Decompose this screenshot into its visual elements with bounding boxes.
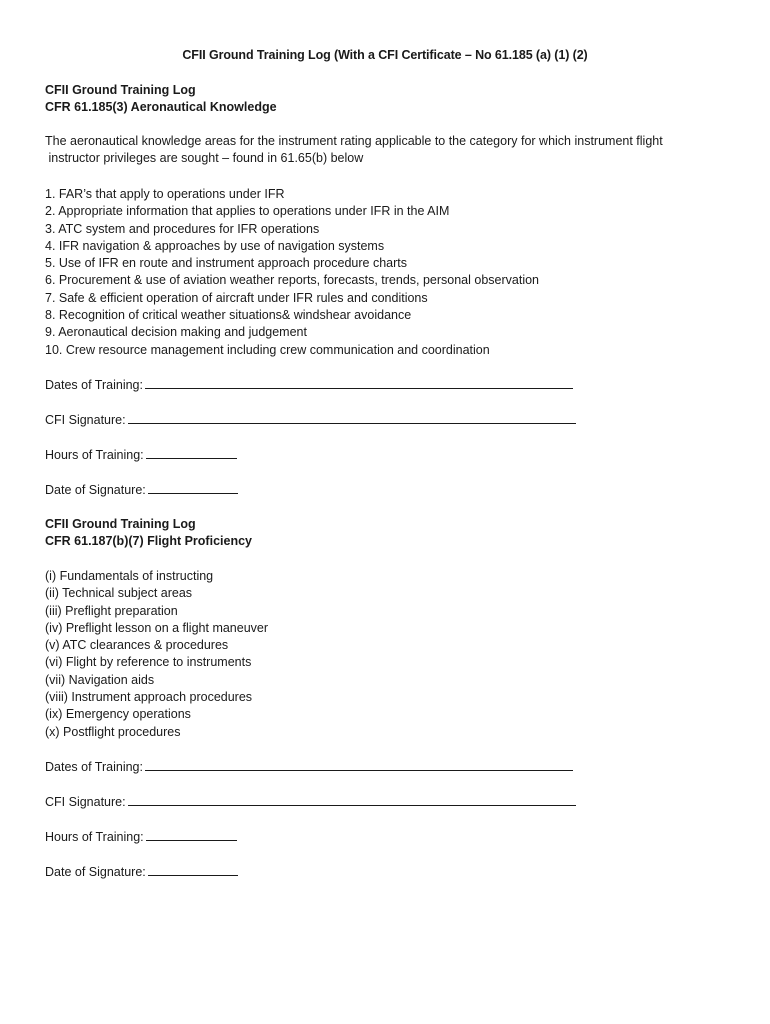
list-item: (vi) Flight by reference to instruments — [45, 655, 252, 670]
section1-heading: CFII Ground Training Log — [45, 83, 196, 97]
list-item: 7. Safe & efficient operation of aircraft under IFR rules and conditions — [45, 290, 428, 305]
list-item: (v) ATC clearances & procedures — [45, 638, 229, 653]
list-item: 1. FAR’s that apply to operations under IFR — [45, 187, 285, 201]
section2-signature-field — [45, 794, 735, 811]
list-item: (i) Fundamentals of instructing — [45, 569, 214, 583]
dates-of-training-label: Dates of Training: — [45, 378, 143, 392]
dates-of-training-label: Dates of Training: — [45, 760, 143, 774]
section2-hours-field — [45, 829, 735, 846]
hours-of-training-label: Hours of Training: — [45, 830, 144, 844]
section1-signature-field — [45, 412, 735, 429]
cfi-signature-blank[interactable] — [128, 794, 576, 806]
intro-line-1: The aeronautical knowledge areas for the instrument rating applicable to the category for which instrument flight — [45, 134, 663, 148]
date-of-signature-label: Date of Signature: — [45, 483, 146, 497]
cfi-signature-label: CFI Signature: — [45, 795, 126, 809]
list-item: (iv) Preflight lesson on a flight maneuver — [45, 620, 269, 635]
list-item: 2. Appropriate information that applies to operations under IFR in the AIM — [45, 204, 450, 219]
cfi-signature-label: CFI Signature: — [45, 413, 126, 427]
section1-header — [45, 82, 735, 117]
list-item: 5. Use of IFR en route and instrument approach procedure charts — [45, 256, 407, 271]
date-of-signature-blank[interactable] — [148, 482, 238, 494]
intro-line-2: instructor privileges are sought – found in 61.65(b) below — [45, 151, 364, 166]
section2-header — [45, 516, 735, 551]
section1-subheading: CFR 61.185(3) Aeronautical Knowledge — [45, 100, 277, 115]
list-item: 6. Procurement & use of aviation weather reports, forecasts, trends, personal observation — [45, 273, 540, 288]
section2-subheading: CFR 61.187(b)(7) Flight Proficiency — [45, 534, 252, 549]
list-item: (iii) Preflight preparation — [45, 603, 178, 618]
list-item: 4. IFR navigation & approaches by use of navigation systems — [45, 238, 385, 253]
section2-heading: CFII Ground Training Log — [45, 517, 196, 531]
section1-intro — [45, 133, 735, 168]
list-item: (viii) Instrument approach procedures — [45, 690, 253, 705]
section2-date-signature-field — [45, 864, 735, 881]
date-of-signature-blank[interactable] — [148, 864, 238, 876]
section2-proficiency-list — [45, 568, 735, 741]
section2-dates-field — [45, 759, 735, 776]
hours-of-training-label: Hours of Training: — [45, 448, 144, 462]
section1-dates-field — [45, 377, 735, 394]
dates-of-training-blank[interactable] — [145, 759, 573, 771]
hours-of-training-blank[interactable] — [146, 447, 237, 459]
list-item: 10. Crew resource management including crew communication and coordination — [45, 342, 490, 357]
list-item: (x) Postflight procedures — [45, 724, 181, 739]
list-item: 3. ATC system and procedures for IFR operations — [45, 221, 320, 236]
section1-hours-field — [45, 447, 735, 464]
list-item: (ii) Technical subject areas — [45, 586, 193, 601]
hours-of-training-blank[interactable] — [146, 829, 237, 841]
section1-date-signature-field — [45, 482, 735, 499]
section1-knowledge-list — [45, 186, 735, 359]
date-of-signature-label: Date of Signature: — [45, 865, 146, 879]
document-title: CFII Ground Training Log (With a CFI Certificate – No 61.185 (a) (1) (2) — [182, 48, 588, 62]
dates-of-training-blank[interactable] — [145, 377, 573, 389]
list-item: 8. Recognition of critical weather situations& windshear avoidance — [45, 308, 412, 323]
list-item: (vii) Navigation aids — [45, 672, 155, 687]
list-item: (ix) Emergency operations — [45, 707, 191, 722]
list-item: 9. Aeronautical decision making and judgement — [45, 325, 307, 340]
cfi-signature-blank[interactable] — [128, 412, 576, 424]
